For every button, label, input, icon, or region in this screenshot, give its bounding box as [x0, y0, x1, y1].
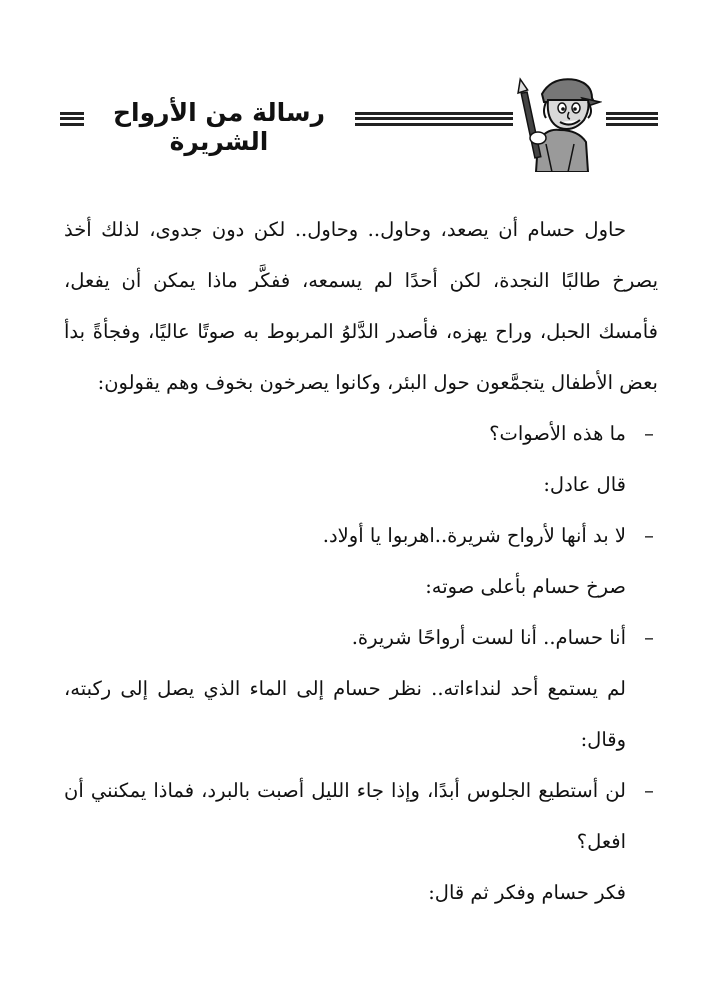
page-header [0, 60, 720, 170]
dash-marker: – [644, 524, 654, 547]
narration-line: صرخ حسام بأعلى صوته: [425, 575, 626, 598]
dialogue-line [64, 765, 658, 867]
paragraph: حاول حسام أن يصعد، وحاول.. وحاول.. لكن دون جدوى، لذلك أخذ يصرخ طالبًا النجدة، لكن أحدًا لم يسمعه، ففكَّر ماذا يمكن أن يفعل، فأمسك الحبل، وراح يهزه، فأصدر الدَّلوُ المربوط به صوتًا عاليًا، وفجأةً بدأ بعض الأطفال يتجمَّعون حول البئر، وكانوا يصرخون بخوف وهم يقولون: [64, 218, 658, 394]
dialogue-line [64, 408, 658, 459]
narration-line: فكر حسام وفكر ثم قال: [428, 881, 626, 904]
dialogue-line [64, 612, 658, 663]
decorative-rule-middle [355, 112, 513, 126]
decorative-rule-right [606, 112, 658, 126]
dialogue-line [64, 510, 658, 561]
story-text [64, 204, 658, 918]
dialogue-text: لا بد أنها لأرواح شريرة..اهربوا يا أولاد. [322, 524, 626, 547]
chapter-title: رسالة من الأرواح الشريرة [113, 98, 325, 156]
dialogue-text: لن أستطيع الجلوس أبدًا، وإذا جاء الليل أصبت بالبرد، فماذا يمكنني أن افعل؟ [64, 779, 626, 853]
dash-marker: – [644, 626, 654, 649]
dash-marker: – [644, 422, 654, 445]
boy-with-pencil-illustration [516, 72, 602, 172]
dialogue-text: أنا حسام.. أنا لست أرواحًا شريرة. [351, 626, 626, 649]
narration-line: لم يستمع أحد لنداءاته.. نظر حسام إلى الماء الذي يصل إلى ركبته، وقال: [64, 677, 626, 751]
decorative-rule-left [60, 112, 84, 126]
dash-marker: – [644, 779, 654, 802]
dialogue-text: ما هذه الأصوات؟ [489, 422, 626, 445]
narration-line: قال عادل: [543, 473, 626, 496]
